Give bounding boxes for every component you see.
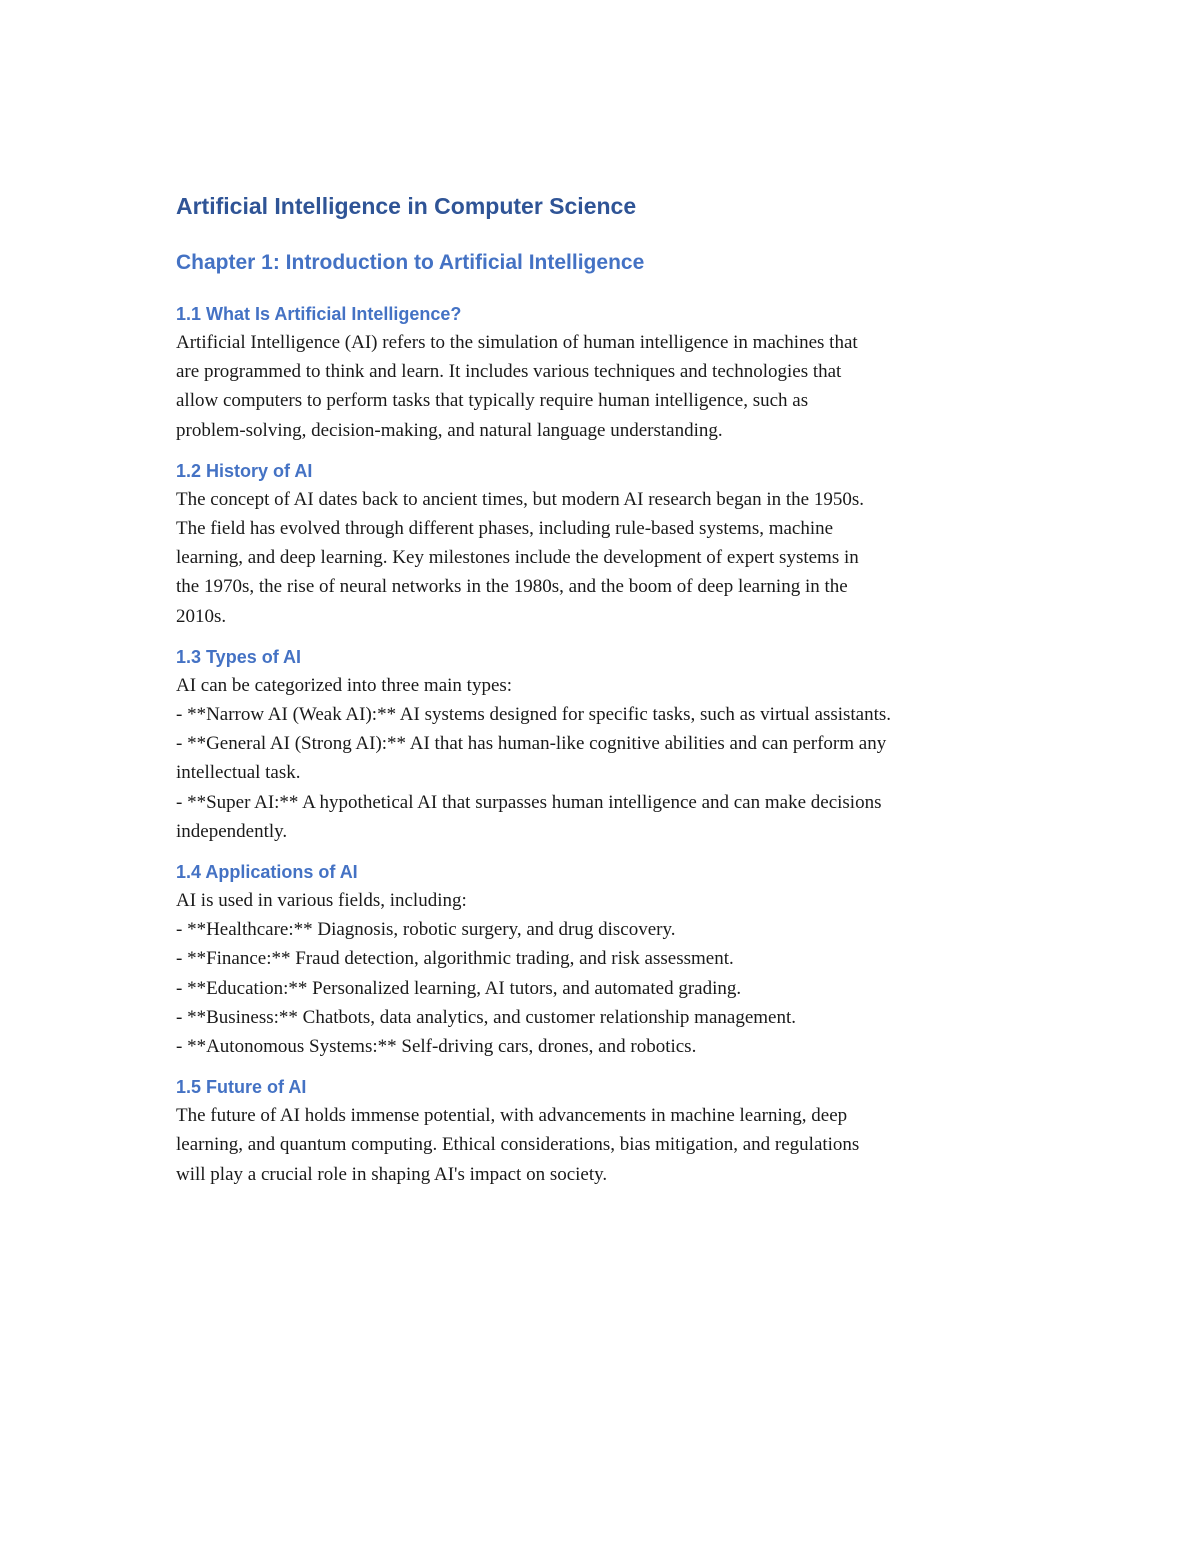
section-applications-of-ai [176,858,1026,1061]
document-body [176,190,1026,1201]
section-heading: 1.2 History of AI [176,460,313,481]
text-line: The future of AI holds immense potential, with advancements in machine learning, deep [176,1105,848,1127]
list-item: - **General AI (Strong AI):** AI that has human-like cognitive abilities and can perform any [176,733,887,755]
text-line: intellectual task. [176,762,301,784]
list-item: - **Finance:** Fraud detection, algorithmic trading, and risk assessment. [176,948,734,970]
text-line: learning, and deep learning. Key milestones include the development of expert systems in [176,547,859,569]
list-item: - **Super AI:** A hypothetical AI that surpasses human intelligence and can make decisions [176,791,882,813]
text-line: The concept of AI dates back to ancient times, but modern AI research began in the 1950s. [176,488,864,510]
section-paragraph [176,485,1026,631]
section-paragraph [176,886,1026,1061]
text-line: learning, and quantum computing. Ethical considerations, bias mitigation, and regulations [176,1134,860,1156]
list-item: - **Narrow AI (Weak AI):** AI systems designed for specific tasks, such as virtual assistants. [176,704,892,726]
section-paragraph [176,328,1026,445]
section-heading: 1.4 Applications of AI [176,862,358,883]
text-line: AI is used in various fields, including: [176,890,467,912]
section-paragraph [176,1101,1026,1189]
text-line: AI can be categorized into three main types: [176,674,513,696]
section-future-of-ai [176,1073,1026,1189]
section-heading: 1.5 Future of AI [176,1077,307,1098]
chapter-title: Chapter 1: Introduction to Artificial Intelligence [176,251,645,274]
list-item: - **Healthcare:** Diagnosis, robotic surgery, and drug discovery. [176,919,676,941]
text-line: 2010s. [176,605,227,627]
section-heading: 1.1 What Is Artificial Intelligence? [176,304,462,324]
text-line: independently. [176,820,288,842]
section-types-of-ai [176,643,1026,846]
section-history-of-ai [176,457,1026,631]
text-line: are programmed to think and learn. It includes various techniques and technologies that [176,361,842,383]
section-paragraph [176,671,1026,846]
section-what-is-ai [176,300,1026,445]
document-title: Artificial Intelligence in Computer Science [176,193,637,219]
section-heading: 1.3 Types of AI [176,646,302,667]
text-line: problem-solving, decision-making, and natural language understanding. [176,419,723,441]
list-item: - **Education:** Personalized learning, AI tutors, and automated grading. [176,977,742,999]
text-line: will play a crucial role in shaping AI's impact on society. [176,1163,608,1185]
list-item: - **Business:** Chatbots, data analytics, and customer relationship management. [176,1006,797,1028]
text-line: allow computers to perform tasks that typically require human intelligence, such as [176,390,809,412]
text-line: Artificial Intelligence (AI) refers to the simulation of human intelligence in machines that [176,332,858,353]
list-item: - **Autonomous Systems:** Self-driving cars, drones, and robotics. [176,1036,697,1058]
text-line: The field has evolved through different phases, including rule-based systems, machine [176,518,834,540]
text-line: the 1970s, the rise of neural networks in the 1980s, and the boom of deep learning in the [176,576,848,598]
